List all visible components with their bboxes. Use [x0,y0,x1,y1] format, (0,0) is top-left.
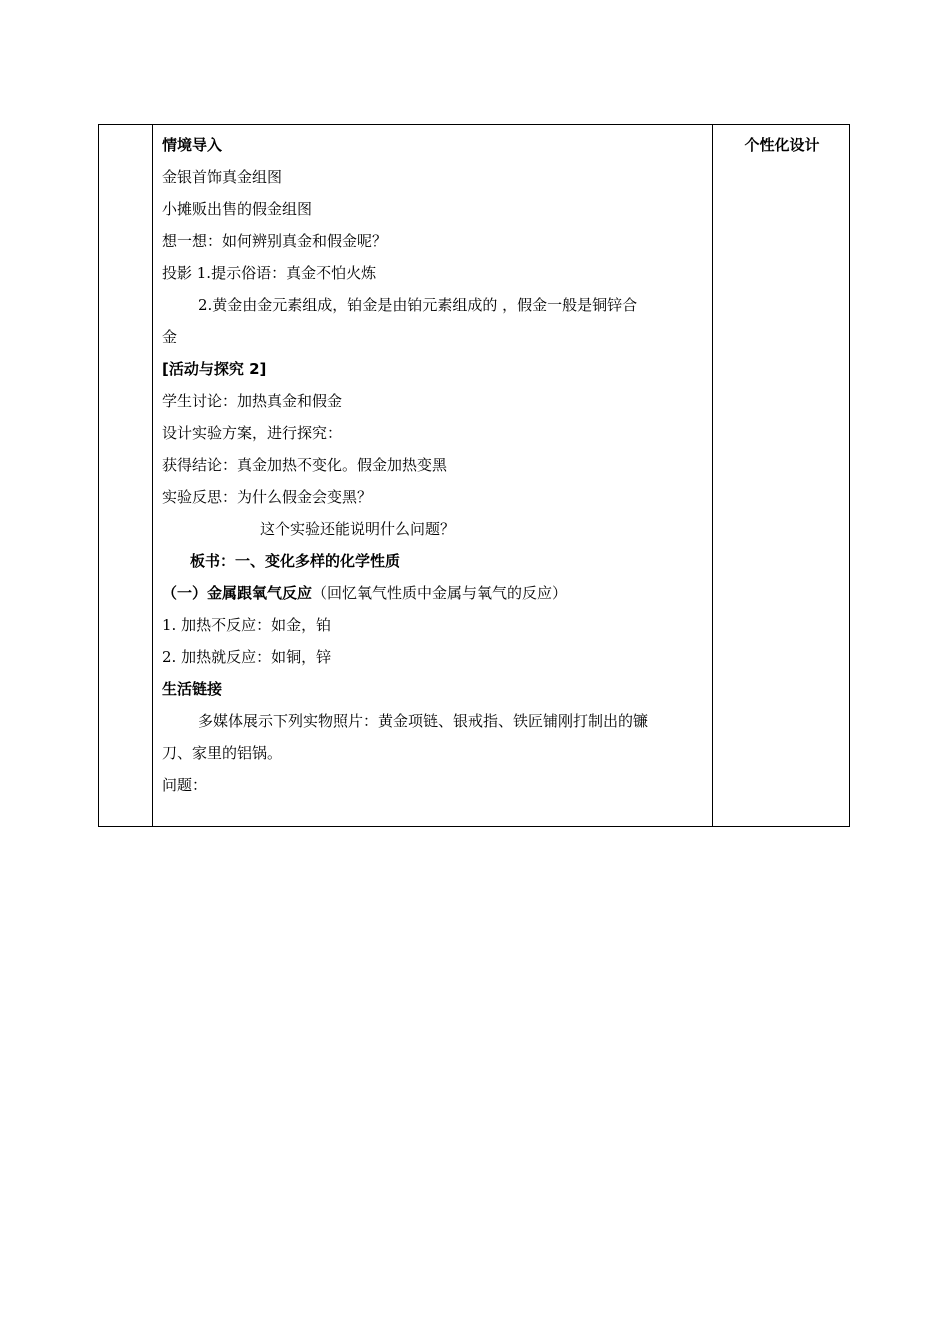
subsection-heading: （一）金属跟氧气反应 [162,584,313,602]
column-divider-left [152,125,153,826]
text-line: 学生讨论：加热真金和假金 [162,392,343,410]
text-line: 获得结论：真金加热不变化。假金加热变黑 [162,456,448,474]
text-line: 实验反思：为什么假金会变黑？ [162,488,373,506]
text-line: 刀、家里的铝锅。 [162,744,283,762]
text-line: 金银首饰真金组图 [162,168,283,186]
text-line: 投影 1.提示俗语：真金不怕火炼 [162,264,377,282]
text-line: 问题： [162,776,208,794]
section-heading-activity: [活动与探究 2] [162,360,267,378]
board-heading: 板书：一、变化多样的化学性质 [190,552,401,570]
text-line: 2.黄金由金元素组成，铂金是由铂元素组成的 ，假金一般是铜锌合 [198,296,638,314]
personalized-design-header: 个性化设计 [744,136,820,154]
lesson-table [98,124,850,827]
list-item: 2. 加热就反应：如铜，锌 [162,648,332,666]
text-line: 设计实验方案，进行探究： [162,424,343,442]
column-divider-right [712,125,713,826]
text-line-mixed [162,583,707,615]
section-heading-life-link: 生活链接 [162,680,223,698]
lesson-content-cell [162,135,707,807]
list-item: 1. 加热不反应：如金，铂 [162,616,332,634]
section-heading-scenario: 情境导入 [162,136,223,154]
text-line: 金 [162,328,178,346]
text-line: 多媒体展示下列实物照片：黄金项链、银戒指、铁匠铺刚打制出的镰 [198,712,649,730]
text-line: 小摊贩出售的假金组图 [162,200,313,218]
subsection-note: （回忆氧气性质中金属与氧气的反应） [312,584,568,602]
text-line: 这个实验还能说明什么问题？ [260,520,456,538]
text-line: 想一想：如何辨别真金和假金呢？ [162,232,388,250]
